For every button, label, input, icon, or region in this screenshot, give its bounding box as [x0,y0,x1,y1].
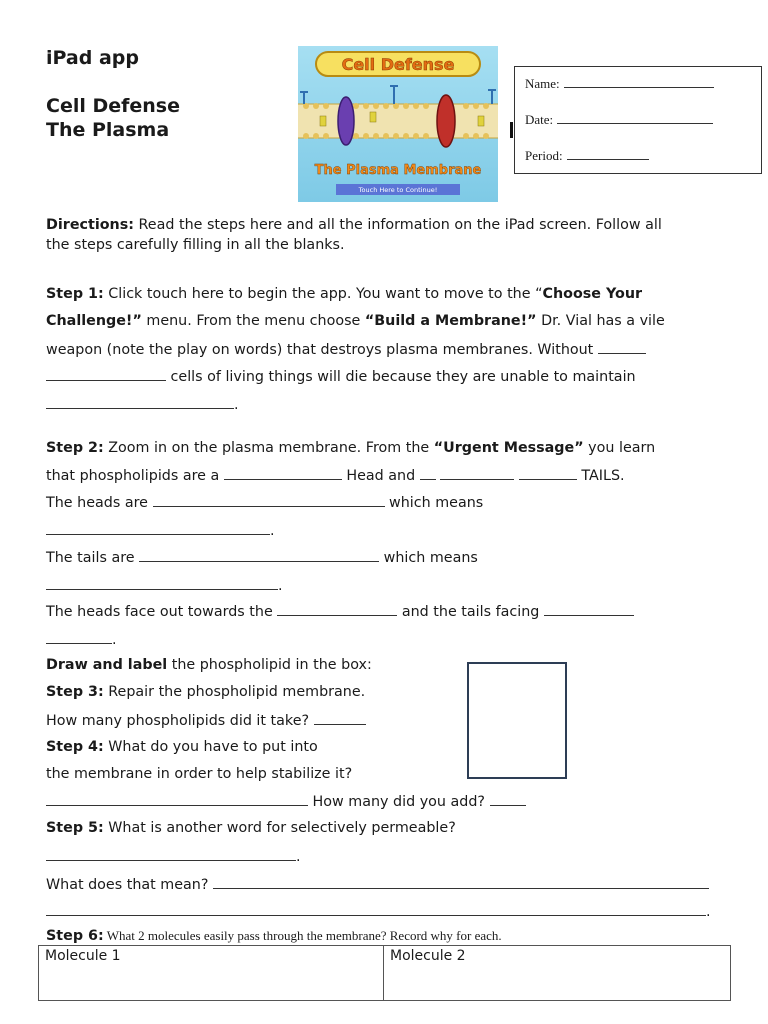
membrane-illustration [298,46,498,202]
step2-line-1: Step 2: Zoom in on the plasma membrane. From the “Urgent Message” you learn [46,440,656,456]
worksheet-title: Cell Defense [46,95,181,117]
banner-subtitle: The Plasma Membrane [314,163,482,178]
step1-blank-3[interactable] [46,394,234,409]
molecule-2-header: Molecule 2 [390,948,466,964]
step2-face-line: The heads face out towards the and the tails facing [46,601,634,622]
step5-line-3: What does that mean? [46,874,709,895]
step1-line-1: Step 1: Click touch here to begin the app. You want to move to the “Choose Your [46,286,643,302]
step1-line-4: cells of living things will die because they are unable to maintain [46,366,636,387]
step2-face-line-2: . [46,629,117,650]
name-label: Name: [525,76,560,91]
step2-blank-heads-are[interactable] [153,492,385,507]
directions-line-1: Directions: Read the steps here and all the information on the iPad screen. Follow all [46,217,662,233]
banner-title: Cell Defense [341,55,455,74]
name-field[interactable] [525,75,714,92]
step2-blank-tails-facing-1[interactable] [544,601,634,616]
date-field[interactable] [525,111,713,128]
step4-label: Step 4: [46,739,104,755]
directions-line-2: the steps carefully filling in all the blanks. [46,237,345,253]
step2-heads-means-line: . [46,520,275,541]
step1-blank-2[interactable] [46,366,166,381]
step2-line-2: that phospholipids are a Head and TAILS. [46,465,625,486]
molecule-table [38,945,731,1001]
directions-label: Directions: [46,217,134,233]
step2-label: Step 2: [46,440,104,456]
step3-label: Step 3: [46,684,104,700]
step1-blank-1[interactable] [598,339,646,354]
step2-tails-means-line: . [46,575,283,596]
step2-blank-tails-facing-2[interactable] [46,629,112,644]
draw-instruction: Draw and label the phospholipid in the box: [46,657,372,673]
step5-blank-word[interactable] [46,846,296,861]
step1-label: Step 1: [46,286,104,302]
step4-blank-count[interactable] [490,791,526,806]
step5-line-4: . [46,901,711,922]
step6-line: Step 6: What 2 molecules easily pass through the membrane? Record why for each. [46,928,502,944]
molecule-1-header: Molecule 1 [45,948,121,964]
step2-blank-face-out[interactable] [277,601,397,616]
step3-line-2: How many phospholipids did it take? [46,710,366,731]
period-field[interactable] [525,147,649,164]
date-label: Date: [525,112,554,127]
step2-tails-line: The tails are which means [46,547,478,568]
student-info-box [514,66,762,174]
step5-line-1: Step 5: What is another word for selectively permeable? [46,820,456,836]
step4-line-3: How many did you add? [46,791,526,812]
step1-line-2: Challenge!” menu. From the menu choose “Build a Membrane!” Dr. Vial has a vile [46,313,665,329]
step1-line-3: weapon (note the play on words) that destroys plasma membranes. Without [46,339,646,360]
step2-blank-tails-means[interactable] [46,575,278,590]
period-label: Period: [525,148,563,163]
step4-line-1: Step 4: What do you have to put into [46,739,318,755]
step5-blank-meaning-2[interactable] [46,901,706,916]
step5-label: Step 5: [46,820,104,836]
step1-line-5: . [46,394,239,415]
app-banner-image [298,46,498,202]
molecule-1-cell[interactable] [39,946,384,1000]
step4-line-2: the membrane in order to help stabilize it? [46,766,353,782]
step2-blank-tails-3[interactable] [519,465,577,480]
worksheet-app-label: iPad app [46,47,139,69]
step5-blank-meaning-1[interactable] [213,874,709,889]
drawing-box[interactable] [467,662,567,779]
step3-line-1: Step 3: Repair the phospholipid membrane. [46,684,366,700]
step2-blank-heads-means[interactable] [46,520,270,535]
step5-line-2: . [46,846,301,867]
cut-off-glyph [510,122,513,138]
step6-label: Step 6: [46,928,104,944]
step2-blank-tails-2[interactable] [440,465,514,480]
step2-heads-line: The heads are which means [46,492,483,513]
step3-blank[interactable] [314,710,366,725]
step4-blank-what[interactable] [46,791,308,806]
step2-blank-head[interactable] [224,465,342,480]
step2-blank-tails-are[interactable] [139,547,379,562]
molecule-2-cell[interactable] [384,946,730,1000]
continue-button[interactable]: Touch Here to Continue! [358,186,438,194]
worksheet-subtitle: The Plasma [46,119,170,141]
step2-blank-tails-1[interactable] [420,465,436,480]
